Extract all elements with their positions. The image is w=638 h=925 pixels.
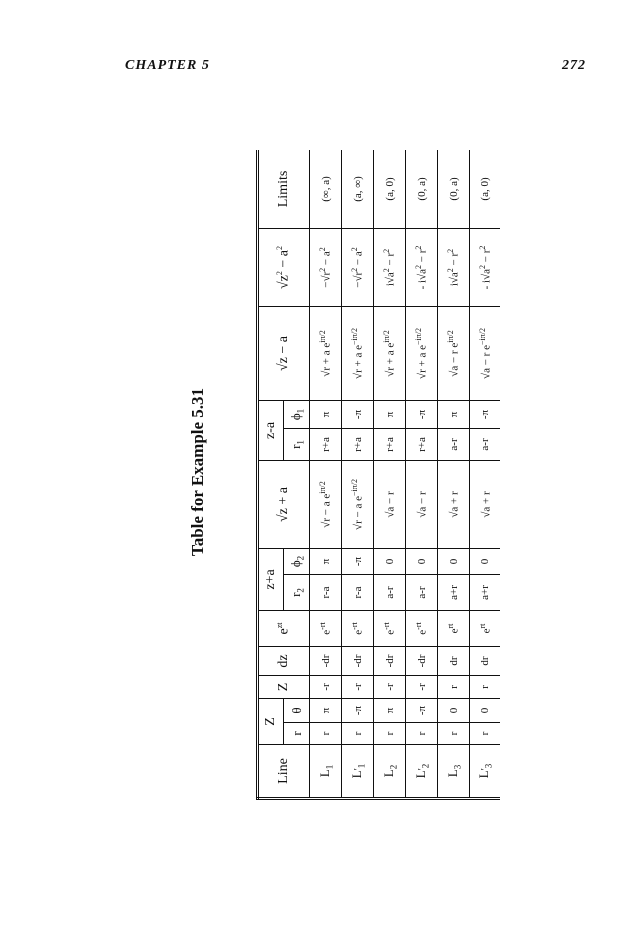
table-row <box>406 150 438 799</box>
cell-sqrt-z2-minus-a2-sqz2_base: i√a <box>384 272 397 287</box>
cell-theta-theta: π <box>383 707 396 714</box>
cell-ezt <box>374 611 406 647</box>
cell-sqrt-z2-minus-a2-sqz2_sup2: 2 <box>446 248 456 253</box>
cell-r <box>438 723 470 745</box>
cell-sqrt-z-minus-a-sqzma_sup: −iπ/2 <box>477 328 487 346</box>
cell-phi1 <box>310 400 342 428</box>
sqrt-z2-base: √z <box>276 275 292 289</box>
cell-phi2 <box>342 548 374 574</box>
cell-r-r: r <box>415 731 428 736</box>
cell-phi1 <box>406 400 438 428</box>
cell-sqrt-z-minus-a <box>470 306 501 400</box>
cell-Z <box>470 676 501 699</box>
cell-Z-Z: -r <box>415 683 428 691</box>
cell-phi1 <box>342 400 374 428</box>
r1-base: r <box>287 444 303 449</box>
ezt-sup: zt <box>275 622 285 629</box>
cell-sqrt-z2-minus-a2-sqz2_sup2: 2 <box>318 247 328 252</box>
cell-sqrt-z-plus-a-sqzpa_base: √r − a e <box>320 493 333 528</box>
cell-line-line_sub: 1 <box>324 764 335 770</box>
cell-Z-Z: r <box>447 685 460 689</box>
col-header-r1 <box>284 428 310 460</box>
cell-sqrt-z2-minus-a2-sqz2_sup2: 2 <box>350 247 360 252</box>
cell-dz <box>470 647 501 676</box>
cell-phi1-phi1: -π <box>351 409 364 420</box>
cell-ezt <box>438 611 470 647</box>
cell-phi2-phi2: 0 <box>479 558 491 565</box>
cell-sqrt-z-minus-a-sqzma_base: √r + a e <box>416 345 429 379</box>
cell-sqrt-z2-minus-a2-sqz2_sup: 2 <box>477 264 487 269</box>
cell-dz-dz: -dr <box>383 654 396 668</box>
table-row <box>470 150 501 799</box>
cell-phi2 <box>438 548 470 574</box>
cell-sqrt-z-minus-a-sqzma_base: √r + a e <box>320 342 333 377</box>
cell-sqrt-z2-minus-a2-sqz2_sup: 2 <box>318 267 328 272</box>
cell-phi1 <box>374 400 406 428</box>
cell-ezt <box>310 611 342 647</box>
cell-theta <box>470 699 501 723</box>
r2-sub: 2 <box>295 588 306 593</box>
table-frame <box>256 150 500 800</box>
cell-sqrt-z2-minus-a2-sqz2_sup: 2 <box>350 267 360 272</box>
cell-sqrt-z-plus-a-sqzpa_sup: −iπ/2 <box>350 479 360 497</box>
cell-r2 <box>438 575 470 611</box>
cell-line <box>374 745 406 799</box>
cell-sqrt-z-minus-a-sqzma_base: √a − r e <box>480 345 493 379</box>
cell-sqrt-z2-minus-a2-sqz2_sup2: 2 <box>382 248 392 253</box>
cell-r2 <box>310 575 342 611</box>
cell-sqrt-z-plus-a-sqzpa_base: √a + r <box>480 491 493 518</box>
cell-line <box>310 745 342 799</box>
cell-sqrt-z2-minus-a2-sqz2_sup: 2 <box>446 268 456 273</box>
cell-theta <box>438 699 470 723</box>
cell-r <box>374 723 406 745</box>
cell-limits-limits: (a, ∞) <box>351 176 364 202</box>
cell-r2 <box>470 575 501 611</box>
cell-phi1-phi1: π <box>319 411 332 418</box>
cell-r1 <box>406 428 438 460</box>
cell-sqrt-z-minus-a-sqzma_base: √r + a e <box>352 345 365 379</box>
cell-Z <box>406 676 438 699</box>
col-header-theta: θ <box>284 699 310 723</box>
cell-sqrt-z-minus-a-sqzma_base: √a − r e <box>448 342 461 377</box>
cell-sqrt-z-plus-a <box>406 460 438 548</box>
cell-Z-Z: r <box>479 685 491 689</box>
cell-theta <box>342 699 374 723</box>
cell-r1-r1: r+a <box>319 437 332 452</box>
cell-r <box>310 723 342 745</box>
cell-theta-theta: 0 <box>479 707 491 714</box>
cell-sqrt-z2-minus-a2-sqz2_mid: − a <box>320 251 333 268</box>
page-number: 272 <box>562 58 586 73</box>
cell-ezt-ezt_sup: -rt <box>350 622 360 630</box>
cell-r2-r2: a+r <box>447 585 460 600</box>
cell-ezt-ezt_base: e <box>480 628 493 634</box>
cell-r1 <box>438 428 470 460</box>
col-header-z-plus-a: z+a <box>258 548 284 610</box>
cell-line-line: L <box>444 769 460 778</box>
header-row-1 <box>258 150 284 799</box>
cell-dz-dz: dr <box>447 656 460 666</box>
cell-ezt-ezt_base: e <box>352 629 365 635</box>
cell-phi2 <box>374 548 406 574</box>
cell-sqrt-z-minus-a <box>406 306 438 400</box>
cell-dz <box>374 647 406 676</box>
cell-phi2 <box>406 548 438 574</box>
cell-r2-r2: a-r <box>415 586 428 599</box>
cell-dz-dz: -dr <box>351 654 364 668</box>
cell-sqrt-z2-minus-a2-sqz2_mid: − r <box>480 249 493 265</box>
cell-r-r: r <box>351 731 364 736</box>
table-row <box>374 150 406 799</box>
table-row <box>342 150 374 799</box>
cell-limits <box>470 150 501 228</box>
cell-ezt-ezt_sup: -rt <box>382 622 392 630</box>
cell-limits <box>374 150 406 228</box>
sqrt-z2-tail: − a <box>276 249 292 272</box>
example-table <box>256 150 500 800</box>
cell-r2-r2: r-a <box>319 586 332 599</box>
cell-r1-r1: r+a <box>351 437 364 452</box>
r2-base: r <box>287 592 303 597</box>
phi1-sub: 1 <box>295 408 306 414</box>
cell-ezt-ezt_base: e <box>320 629 333 635</box>
cell-Z <box>438 676 470 699</box>
cell-r-r: r <box>447 731 460 736</box>
cell-line <box>438 745 470 799</box>
col-header-phi2 <box>284 548 310 574</box>
cell-sqrt-z2-minus-a2-sqz2_base: −√r <box>352 271 365 288</box>
cell-sqrt-z-minus-a <box>374 306 406 400</box>
cell-sqrt-z2-minus-a2 <box>406 228 438 306</box>
table-caption: Table for Example 5.31 <box>188 387 207 557</box>
col-header-line: Line <box>258 745 310 799</box>
cell-limits <box>438 150 470 228</box>
cell-sqrt-z-plus-a-sqzpa_base: √a − r <box>416 491 429 518</box>
cell-phi1-phi1: -π <box>479 409 491 420</box>
cell-r1 <box>310 428 342 460</box>
sqrt-z2-sup: 2 <box>275 271 285 276</box>
cell-limits <box>342 150 374 228</box>
cell-phi1 <box>470 400 501 428</box>
cell-r <box>470 723 501 745</box>
cell-sqrt-z2-minus-a2-sqz2_mid: − r <box>416 249 429 265</box>
cell-theta <box>310 699 342 723</box>
cell-ezt-ezt_sup: rt <box>446 623 456 629</box>
cell-r-r: r <box>479 731 491 736</box>
cell-phi1-phi1: -π <box>415 409 428 420</box>
cell-Z <box>310 676 342 699</box>
cell-sqrt-z2-minus-a2 <box>374 228 406 306</box>
cell-sqrt-z2-minus-a2-sqz2_base: - i√a <box>480 268 493 290</box>
cell-sqrt-z2-minus-a2 <box>342 228 374 306</box>
cell-dz <box>438 647 470 676</box>
sqrt-z2-sup2: 2 <box>275 245 285 250</box>
cell-sqrt-z-minus-a <box>438 306 470 400</box>
cell-sqrt-z-plus-a <box>438 460 470 548</box>
cell-phi1-phi1: π <box>383 411 396 418</box>
col-header-r: r <box>284 723 310 745</box>
cell-line <box>342 745 374 799</box>
cell-phi2-phi2: π <box>319 558 332 565</box>
cell-ezt <box>342 611 374 647</box>
cell-ezt <box>470 611 501 647</box>
cell-Z-Z: -r <box>351 683 364 691</box>
cell-line-line_sub: 1 <box>356 763 367 769</box>
cell-theta <box>406 699 438 723</box>
cell-Z <box>342 676 374 699</box>
cell-line <box>406 745 438 799</box>
cell-sqrt-z2-minus-a2 <box>310 228 342 306</box>
col-header-sqrt-z-plus-a: √z + a <box>258 460 310 548</box>
cell-line-line_sub: 2 <box>420 763 431 769</box>
cell-phi2-phi2: 0 <box>383 558 396 565</box>
col-header-dz: dz <box>258 647 310 676</box>
ezt-base: e <box>276 628 292 635</box>
cell-sqrt-z-minus-a <box>342 306 374 400</box>
col-header-ezt <box>258 611 310 647</box>
cell-sqrt-z2-minus-a2-sqz2_sup2: 2 <box>414 245 424 250</box>
cell-phi1 <box>438 400 470 428</box>
cell-line-line_sub: 3 <box>452 764 463 770</box>
col-header-limits: Limits <box>258 150 310 228</box>
cell-phi2-phi2: 0 <box>415 558 428 565</box>
cell-sqrt-z2-minus-a2-sqz2_mid: − r <box>384 252 397 269</box>
cell-limits <box>406 150 438 228</box>
cell-line-line: L <box>476 770 492 779</box>
cell-dz-dz: -dr <box>415 654 428 668</box>
cell-line-line: L <box>380 769 396 778</box>
table-row <box>438 150 470 799</box>
cell-limits-limits: (a, 0) <box>479 177 491 201</box>
cell-sqrt-z-plus-a <box>374 460 406 548</box>
cell-dz-dz: -dr <box>319 654 332 668</box>
cell-r2-r2: a-r <box>383 586 396 599</box>
cell-sqrt-z-minus-a-sqzma_sup: −iπ/2 <box>414 328 424 346</box>
cell-line-line_prime: ′ <box>416 768 428 771</box>
cell-sqrt-z2-minus-a2-sqz2_base: i√a <box>448 272 461 287</box>
cell-sqrt-z2-minus-a2-sqz2_mid: − a <box>352 251 365 268</box>
cell-line-line_sub: 2 <box>388 764 399 770</box>
cell-sqrt-z-plus-a <box>470 460 501 548</box>
cell-phi2-phi2: -π <box>351 556 364 567</box>
cell-sqrt-z2-minus-a2 <box>470 228 501 306</box>
cell-r2-r2: a+r <box>479 585 491 600</box>
cell-phi1-phi1: π <box>447 411 460 418</box>
cell-sqrt-z2-minus-a2-sqz2_base: −√r <box>320 271 333 288</box>
col-header-phi1 <box>284 400 310 428</box>
rotated-table-container <box>256 150 500 800</box>
cell-sqrt-z-minus-a-sqzma_sup: iπ/2 <box>318 330 328 343</box>
cell-sqrt-z2-minus-a2-sqz2_base: - i√a <box>416 268 429 290</box>
cell-phi2 <box>310 548 342 574</box>
cell-sqrt-z2-minus-a2-sqz2_sup: 2 <box>382 268 392 273</box>
phi2-base: ϕ <box>287 560 303 568</box>
cell-sqrt-z-minus-a-sqzma_sup: iπ/2 <box>446 330 456 343</box>
cell-ezt <box>406 611 438 647</box>
cell-ezt-ezt_sup: -rt <box>318 622 328 630</box>
cell-line-line: L <box>412 770 428 779</box>
col-header-sqrt-z2-minus-a2 <box>258 228 310 306</box>
col-header-z-minus-a: z-a <box>258 400 284 460</box>
cell-theta <box>374 699 406 723</box>
cell-ezt-ezt_base: e <box>416 629 429 635</box>
cell-limits-limits: (0, a) <box>415 177 428 201</box>
cell-phi2-phi2: 0 <box>447 558 460 565</box>
cell-r1-r1: r+a <box>383 437 396 452</box>
cell-sqrt-z-plus-a-sqzpa_sup: iπ/2 <box>318 481 328 494</box>
cell-theta-theta: -π <box>351 705 364 716</box>
phi1-base: ϕ <box>287 413 303 421</box>
r1-sub: 1 <box>295 440 306 445</box>
cell-r <box>406 723 438 745</box>
cell-sqrt-z-plus-a <box>310 460 342 548</box>
cell-limits <box>310 150 342 228</box>
cell-sqrt-z-plus-a-sqzpa_base: √a − r <box>384 491 397 518</box>
cell-r1 <box>470 428 501 460</box>
cell-line-line_prime: ′ <box>352 768 364 771</box>
cell-sqrt-z-plus-a-sqzpa_base: √r − a e <box>352 496 365 530</box>
cell-limits-limits: (0, a) <box>447 177 460 201</box>
cell-r2 <box>342 575 374 611</box>
table-row <box>310 150 342 799</box>
cell-dz <box>342 647 374 676</box>
cell-ezt-ezt_sup: -rt <box>414 622 424 630</box>
cell-r-r: r <box>383 731 396 736</box>
cell-sqrt-z-minus-a-sqzma_sup: iπ/2 <box>382 330 392 343</box>
cell-line-line_prime: ′ <box>480 768 492 771</box>
cell-line <box>470 745 501 799</box>
cell-sqrt-z-plus-a <box>342 460 374 548</box>
cell-sqrt-z2-minus-a2-sqz2_sup2: 2 <box>477 245 487 250</box>
cell-theta-theta: -π <box>415 705 428 716</box>
cell-sqrt-z2-minus-a2-sqz2_sup: 2 <box>414 264 424 269</box>
phi2-sub: 2 <box>295 555 306 561</box>
cell-line-line: L <box>348 770 364 779</box>
cell-ezt-ezt_base: e <box>448 628 461 634</box>
cell-sqrt-z2-minus-a2-sqz2_mid: − r <box>448 252 461 269</box>
cell-r1 <box>342 428 374 460</box>
cell-limits-limits: (a, 0) <box>383 177 396 201</box>
cell-dz <box>310 647 342 676</box>
col-header-Z: Z <box>258 676 310 699</box>
cell-sqrt-z2-minus-a2 <box>438 228 470 306</box>
cell-r2 <box>374 575 406 611</box>
cell-r2 <box>406 575 438 611</box>
cell-r1-r1: a-r <box>479 438 491 451</box>
cell-r <box>342 723 374 745</box>
table-body <box>310 150 501 799</box>
cell-theta-theta: π <box>319 707 332 714</box>
cell-line-line_sub: 3 <box>483 763 494 769</box>
col-header-z: Z <box>258 699 284 745</box>
cell-ezt-ezt_sup: rt <box>477 623 487 629</box>
cell-dz-dz: dr <box>479 656 491 666</box>
cell-Z <box>374 676 406 699</box>
cell-Z-Z: -r <box>383 683 396 691</box>
col-header-sqrt-z-minus-a: √z − a <box>258 306 310 400</box>
cell-r1-r1: r+a <box>415 437 428 452</box>
cell-r1-r1: a-r <box>447 438 460 451</box>
cell-sqrt-z-minus-a-sqzma_base: √r + a e <box>384 342 397 377</box>
cell-sqrt-z-minus-a <box>310 306 342 400</box>
cell-phi2 <box>470 548 501 574</box>
cell-limits-limits: (∞, a) <box>319 176 332 202</box>
cell-r2-r2: r-a <box>351 586 364 599</box>
chapter-heading: CHAPTER 5 <box>125 58 210 73</box>
cell-sqrt-z-plus-a-sqzpa_base: √a + r <box>448 491 461 518</box>
cell-ezt-ezt_base: e <box>384 629 397 635</box>
col-header-r2 <box>284 575 310 611</box>
cell-r1 <box>374 428 406 460</box>
cell-dz <box>406 647 438 676</box>
cell-r-r: r <box>319 731 332 736</box>
cell-theta-theta: 0 <box>447 707 460 714</box>
cell-Z-Z: -r <box>319 683 332 691</box>
cell-line-line: L <box>316 769 332 778</box>
cell-sqrt-z-minus-a-sqzma_sup: −iπ/2 <box>350 328 360 346</box>
